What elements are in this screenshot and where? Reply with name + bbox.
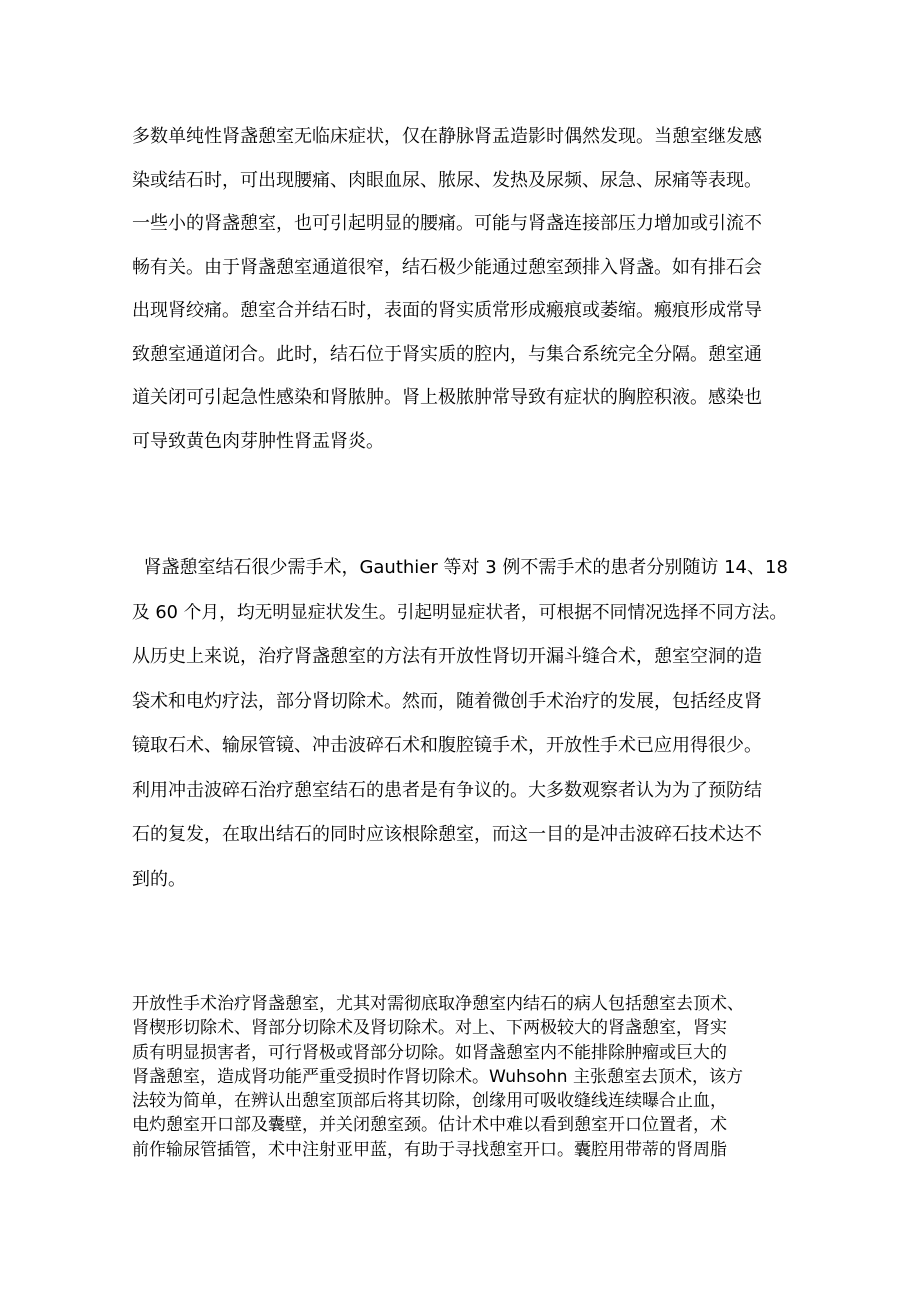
- text-line: 一些小的肾盏憩室，也可引起明显的腰痛。可能与肾盏连接部压力增加或引流不: [132, 213, 762, 234]
- text-line: 多数单纯性肾盏憩室无临床症状，仅在静脉肾盂造影时偶然发现。当憩室继发感: [132, 126, 762, 147]
- paragraph-open-surgery: [132, 992, 792, 1162]
- text-line: 石的复发，在取出结石的同时应该根除憩室，而这一目的是冲击波碎石技术达不: [132, 824, 762, 845]
- paragraph-treatment-history: [132, 546, 792, 902]
- text-line: 可导致黄色肉芽肿性肾盂肾炎。: [132, 430, 384, 452]
- paragraph-symptoms: [132, 115, 792, 463]
- text-line: 袋术和电灼疗法，部分肾切除术。然而，随着微创手术治疗的发展，包括经皮肾: [132, 690, 762, 712]
- text-line: 法较为简单，在辨认出憩室顶部后将其切除，创缘用可吸收缝线连续曝合止血，: [132, 1091, 727, 1112]
- text-line: 到的。: [132, 868, 186, 890]
- text-line: 及 60 个月，均无明显症状发生。引起明显症状者，可根据不同情况选择不同方法。: [132, 602, 788, 623]
- text-line: 前作输尿管插管，术中注射亚甲蓝，有助于寻找憩室开口。囊腔用带蒂的肾周脂: [132, 1139, 727, 1160]
- text-line: 肾盏憩室，造成肾功能严重受损时作肾切除术。Wuhsohn 主张憩室去顶术，该方: [132, 1066, 743, 1087]
- text-line: 质有明显损害者，可行肾极或肾部分切除。如肾盏憩室内不能排除肿瘤或巨大的: [132, 1042, 727, 1063]
- text-line: 利用冲击波碎石治疗憩室结石的患者是有争议的。大多数观察者认为为了预防结: [132, 779, 762, 801]
- text-line: 从历史上来说，治疗肾盏憩室的方法有开放性肾切开漏斗缝合术，憩室空洞的造: [132, 646, 762, 667]
- text-line: 出现肾绞痛。憩室合并结石时，表面的肾实质常形成瘢痕或萎缩。瘢痕形成常导: [132, 300, 762, 321]
- text-line: 镜取石术、输尿管镜、冲击波碎石术和腹腔镜手术，开放性手术已应用得很少。: [132, 735, 762, 756]
- text-line: 肾楔形切除术、肾部分切除术及肾切除术。对上、下两极较大的肾盏憩室，肾实: [132, 1018, 727, 1039]
- text-line: 电灼憩室开口部及囊壁，并关闭憩室颈。估计术中难以看到憩室开口位置者，术: [132, 1115, 727, 1136]
- text-line: 畅有关。由于肾盏憩室通道很窄，结石极少能通过憩室颈排入肾盏。如有排石会: [132, 256, 762, 278]
- text-line: 染或结石时，可出现腰痛、肉眼血尿、脓尿、发热及尿频、尿急、尿痛等表现。: [132, 169, 762, 191]
- text-line: 肾盏憩室结石很少需手术，Gauthier 等对 3 例不需手术的患者分别随访 14、18: [132, 557, 788, 578]
- text-line: 开放性手术治疗肾盏憩室，尤其对需彻底取净憩室内结石的病人包括憩室去顶术、: [132, 994, 744, 1014]
- text-line: 道关闭可引起急性感染和肾脓肿。肾上极脓肿常导致有症状的胸腔积液。感染也: [132, 387, 762, 408]
- text-line: 致憩室通道闭合。此时，结石位于肾实质的腔内，与集合系统完全分隔。憩室通: [132, 343, 762, 365]
